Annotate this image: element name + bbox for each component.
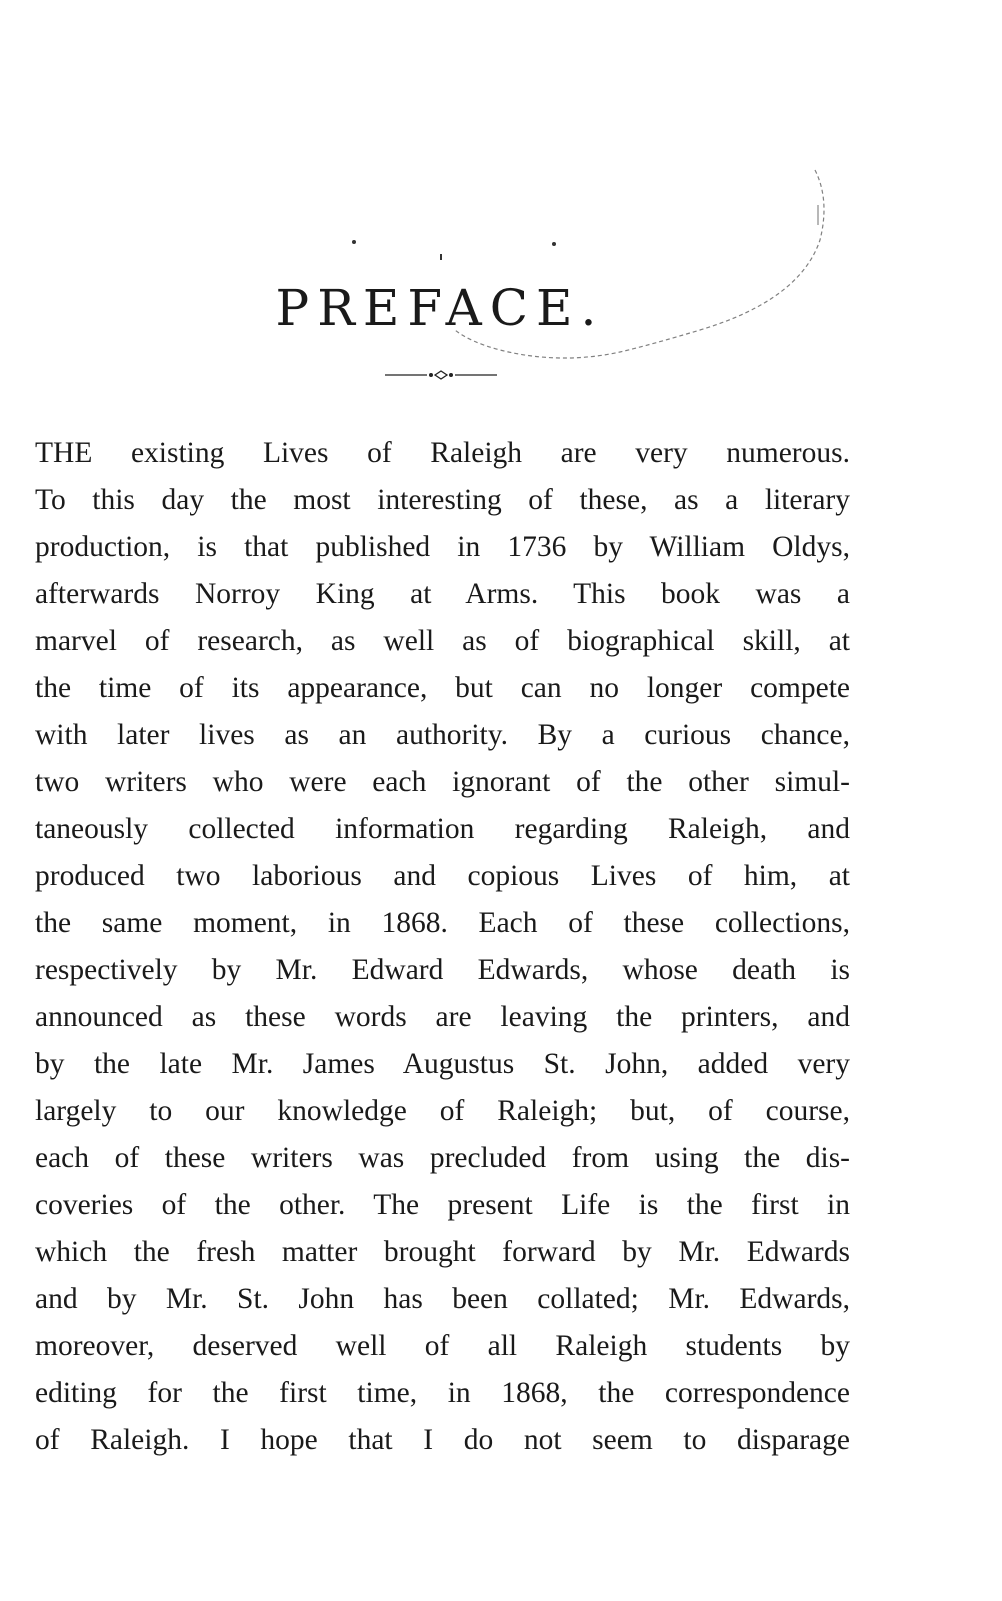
text-line: with later lives as an authority. By a curious chance, xyxy=(35,719,850,751)
preface-body xyxy=(35,430,850,1464)
text-line: the time of its appearance, but can no longer compete xyxy=(35,672,850,704)
text-line: produced two laborious and copious Lives of him, at xyxy=(35,860,850,892)
text-line: production, is that published in 1736 by William Oldys, xyxy=(35,531,850,563)
text-line: THE existing Lives of Raleigh are very numerous. xyxy=(35,437,850,469)
text-line: announced as these words are leaving the printers, and xyxy=(35,1001,850,1033)
text-line: largely to our knowledge of Raleigh; but, of course, xyxy=(35,1095,850,1127)
text-line: two writers who were each ignorant of the other simul- xyxy=(35,766,850,798)
title-ornament xyxy=(385,368,497,382)
text-line: marvel of research, as well as of biographical skill, at xyxy=(35,625,850,657)
speck xyxy=(352,240,356,244)
text-line: each of these writers was precluded from using the dis- xyxy=(35,1142,850,1174)
text-line: by the late Mr. James Augustus St. John, added very xyxy=(35,1048,850,1080)
text-line: which the fresh matter brought forward by Mr. Edwards xyxy=(35,1236,850,1268)
text-line: respectively by Mr. Edward Edwards, whose death is xyxy=(35,954,850,986)
text-line: editing for the first time, in 1868, the correspondence xyxy=(35,1377,850,1409)
page-title: PREFACE. xyxy=(275,279,605,337)
speck xyxy=(440,254,442,260)
speck xyxy=(552,242,556,246)
text-line: afterwards Norroy King at Arms. This book was a xyxy=(35,578,850,610)
text-line: moreover, deserved well of all Raleigh students by xyxy=(35,1330,850,1362)
text-line: of Raleigh. I hope that I do not seem to disparage xyxy=(35,1424,850,1456)
text-line: and by Mr. St. John has been collated; Mr. Edwards, xyxy=(35,1283,850,1315)
text-line: taneously collected information regarding Raleigh, and xyxy=(35,813,850,845)
text-line: the same moment, in 1868. Each of these collections, xyxy=(35,907,850,939)
text-line: To this day the most interesting of these, as a literary xyxy=(35,484,850,516)
text-line: coveries of the other. The present Life is the first in xyxy=(35,1189,850,1221)
